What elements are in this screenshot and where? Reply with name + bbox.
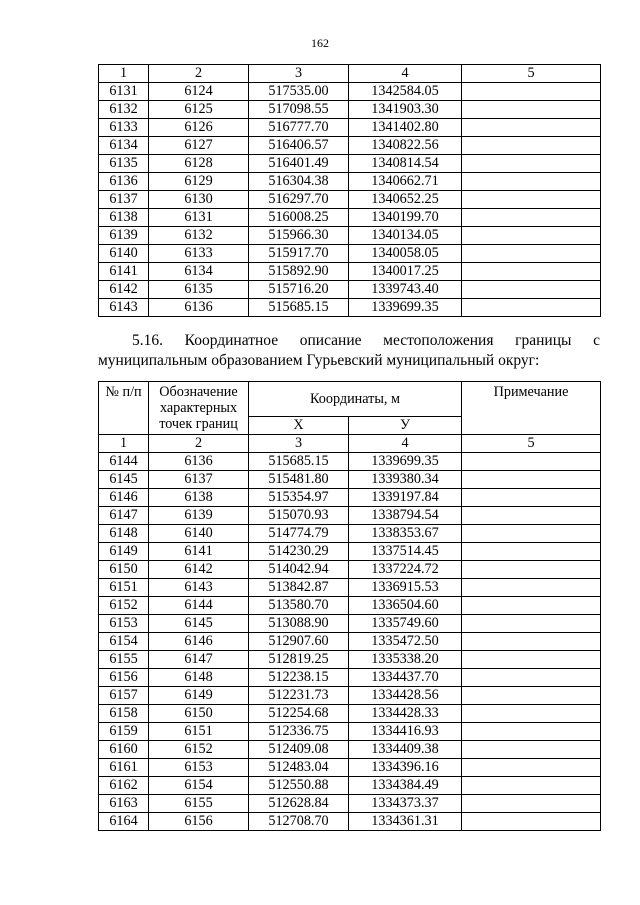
section-heading: [98, 331, 600, 371]
cell-x: 512238.15: [249, 669, 349, 687]
cell-y: 1337224.72: [349, 561, 462, 579]
column-number: 1: [99, 435, 149, 453]
table-row: [99, 281, 601, 299]
section-heading-word: местоположения: [383, 332, 494, 349]
cell-y: 1340017.25: [349, 263, 462, 281]
cell-np: 6162: [99, 777, 149, 795]
table-row: [99, 173, 601, 191]
cell-y: 1336504.60: [349, 597, 462, 615]
cell-point-id: 6145: [149, 615, 249, 633]
cell-y: 1338353.67: [349, 525, 462, 543]
cell-point-id: 6142: [149, 561, 249, 579]
cell-x: 512628.84: [249, 795, 349, 813]
cell-y: 1339743.40: [349, 281, 462, 299]
table-row: [99, 615, 601, 633]
table-row: [99, 687, 601, 705]
cell-np: 6157: [99, 687, 149, 705]
cell-x: 515966.30: [249, 227, 349, 245]
cell-point-id: 6150: [149, 705, 249, 723]
cell-np: 6154: [99, 633, 149, 651]
cell-point-id: 6155: [149, 795, 249, 813]
cell-x: 512254.68: [249, 705, 349, 723]
cell-x: 512550.88: [249, 777, 349, 795]
cell-y: 1340822.56: [349, 137, 462, 155]
cell-np: 6133: [99, 119, 149, 137]
table-row: [99, 651, 601, 669]
cell-x: 516297.70: [249, 191, 349, 209]
cell-x: 516304.38: [249, 173, 349, 191]
cell-x: 514774.79: [249, 525, 349, 543]
table-row: [99, 471, 601, 489]
cell-y: 1334384.49: [349, 777, 462, 795]
table-row: [99, 633, 601, 651]
cell-note: [462, 705, 601, 723]
cell-y: 1334409.38: [349, 741, 462, 759]
cell-note: [462, 119, 601, 137]
cell-point-id: 6156: [149, 813, 249, 831]
cell-note: [462, 669, 601, 687]
page-number: 162: [311, 36, 329, 50]
cell-y: 1339380.34: [349, 471, 462, 489]
cell-point-id: 6139: [149, 507, 249, 525]
cell-point-id: 6129: [149, 173, 249, 191]
cell-y: 1334437.70: [349, 669, 462, 687]
cell-point-id: 6128: [149, 155, 249, 173]
table-row: [99, 597, 601, 615]
cell-x: 512907.60: [249, 633, 349, 651]
cell-point-id: 6126: [149, 119, 249, 137]
cell-x: 515685.15: [249, 453, 349, 471]
cell-np: 6155: [99, 651, 149, 669]
cell-note: [462, 155, 601, 173]
cell-y: 1335338.20: [349, 651, 462, 669]
cell-x: 515892.90: [249, 263, 349, 281]
cell-y: 1336915.53: [349, 579, 462, 597]
cell-x: 515354.97: [249, 489, 349, 507]
table-row: [99, 507, 601, 525]
cell-note: [462, 687, 601, 705]
header-point-designation-line: точек границ: [159, 416, 238, 432]
cell-np: 6148: [99, 525, 149, 543]
cell-x: 516008.25: [249, 209, 349, 227]
cell-y: 1334373.37: [349, 795, 462, 813]
cell-x: 513088.90: [249, 615, 349, 633]
cell-np: 6147: [99, 507, 149, 525]
cell-point-id: 6154: [149, 777, 249, 795]
cell-np: 6149: [99, 543, 149, 561]
cell-np: 6135: [99, 155, 149, 173]
header-point-designation-line: Обозначение: [159, 384, 238, 400]
cell-point-id: 6137: [149, 471, 249, 489]
table-row: [99, 263, 601, 281]
table-row: [99, 741, 601, 759]
cell-x: 512231.73: [249, 687, 349, 705]
column-number: 2: [149, 65, 249, 83]
cell-np: 6142: [99, 281, 149, 299]
cell-note: [462, 723, 601, 741]
cell-y: 1340652.25: [349, 191, 462, 209]
cell-np: 6136: [99, 173, 149, 191]
table-row: [99, 191, 601, 209]
cell-note: [462, 245, 601, 263]
cell-np: 6139: [99, 227, 149, 245]
section-heading-word: границы: [515, 332, 572, 349]
cell-x: 512409.08: [249, 741, 349, 759]
cell-x: 512483.04: [249, 759, 349, 777]
cell-note: [462, 615, 601, 633]
cell-y: 1340134.05: [349, 227, 462, 245]
cell-y: 1341402.80: [349, 119, 462, 137]
cell-np: 6132: [99, 101, 149, 119]
cell-y: 1334428.56: [349, 687, 462, 705]
header-note: Примечание: [462, 382, 601, 435]
cell-np: 6152: [99, 597, 149, 615]
cell-point-id: 6136: [149, 453, 249, 471]
cell-np: 6160: [99, 741, 149, 759]
cell-point-id: 6131: [149, 209, 249, 227]
table-row: [99, 209, 601, 227]
cell-np: 6144: [99, 453, 149, 471]
cell-note: [462, 281, 601, 299]
cell-point-id: 6147: [149, 651, 249, 669]
cell-x: 512819.25: [249, 651, 349, 669]
cell-x: 513580.70: [249, 597, 349, 615]
cell-point-id: 6133: [149, 245, 249, 263]
cell-point-id: 6144: [149, 597, 249, 615]
cell-note: [462, 507, 601, 525]
header-coordinates: Координаты, м: [249, 382, 462, 417]
cell-y: 1340814.54: [349, 155, 462, 173]
cell-np: 6138: [99, 209, 149, 227]
cell-note: [462, 101, 601, 119]
cell-np: 6161: [99, 759, 149, 777]
column-number: 4: [349, 65, 462, 83]
section-heading-line-1: [98, 331, 600, 351]
cell-note: [462, 597, 601, 615]
table-row: [99, 705, 601, 723]
section-heading-line-2: муниципальным образованием Гурьевский муниципальный округ:: [98, 352, 540, 369]
table-row: [99, 561, 601, 579]
cell-y: 1334416.93: [349, 723, 462, 741]
cell-point-id: 6138: [149, 489, 249, 507]
table-row: [99, 227, 601, 245]
cell-note: [462, 471, 601, 489]
cell-y: 1341903.30: [349, 101, 462, 119]
cell-np: 6156: [99, 669, 149, 687]
cell-note: [462, 741, 601, 759]
table-row: [99, 777, 601, 795]
cell-point-id: 6143: [149, 579, 249, 597]
cell-note: [462, 561, 601, 579]
cell-note: [462, 795, 601, 813]
cell-note: [462, 453, 601, 471]
cell-point-id: 6135: [149, 281, 249, 299]
cell-note: [462, 299, 601, 317]
cell-y: 1337514.45: [349, 543, 462, 561]
cell-y: 1334428.33: [349, 705, 462, 723]
cell-point-id: 6152: [149, 741, 249, 759]
cell-x: 516777.70: [249, 119, 349, 137]
column-number-row: [99, 65, 601, 83]
cell-note: [462, 489, 601, 507]
cell-np: 6151: [99, 579, 149, 597]
cell-np: 6143: [99, 299, 149, 317]
cell-point-id: 6125: [149, 101, 249, 119]
table-row: [99, 299, 601, 317]
cell-point-id: 6132: [149, 227, 249, 245]
column-number: 5: [462, 435, 601, 453]
header-point-designation-line: характерных: [159, 400, 238, 416]
cell-note: [462, 579, 601, 597]
cell-y: 1340058.05: [349, 245, 462, 263]
cell-x: 515685.15: [249, 299, 349, 317]
cell-point-id: 6153: [149, 759, 249, 777]
table-body: [99, 382, 601, 831]
cell-point-id: 6130: [149, 191, 249, 209]
cell-np: 6163: [99, 795, 149, 813]
cell-np: 6146: [99, 489, 149, 507]
cell-note: [462, 137, 601, 155]
cell-y: 1334396.16: [349, 759, 462, 777]
column-number-row: [99, 435, 601, 453]
table-row: [99, 489, 601, 507]
table-row: [99, 453, 601, 471]
cell-y: 1339699.35: [349, 299, 462, 317]
header-y: У: [349, 417, 462, 435]
cell-x: 514230.29: [249, 543, 349, 561]
cell-x: 515716.20: [249, 281, 349, 299]
table-row: [99, 245, 601, 263]
cell-x: 516406.57: [249, 137, 349, 155]
cell-np: 6137: [99, 191, 149, 209]
cell-x: 517098.55: [249, 101, 349, 119]
cell-note: [462, 813, 601, 831]
cell-np: 6141: [99, 263, 149, 281]
cell-x: 512708.70: [249, 813, 349, 831]
cell-note: [462, 191, 601, 209]
column-number: 5: [462, 65, 601, 83]
section-heading-word: 5.16.: [132, 332, 163, 349]
cell-x: 515070.93: [249, 507, 349, 525]
cell-point-id: 6136: [149, 299, 249, 317]
cell-y: 1335749.60: [349, 615, 462, 633]
cell-point-id: 6149: [149, 687, 249, 705]
table-row: [99, 723, 601, 741]
cell-y: 1340662.71: [349, 173, 462, 191]
cell-np: 6158: [99, 705, 149, 723]
cell-x: 515481.80: [249, 471, 349, 489]
column-number: 1: [99, 65, 149, 83]
table-row: [99, 155, 601, 173]
table-row: [99, 759, 601, 777]
table-body: [99, 65, 601, 317]
cell-note: [462, 777, 601, 795]
cell-x: 512336.75: [249, 723, 349, 741]
table-row: [99, 795, 601, 813]
column-number: 2: [149, 435, 249, 453]
cell-np: 6140: [99, 245, 149, 263]
column-number: 3: [249, 65, 349, 83]
cell-x: 514042.94: [249, 561, 349, 579]
table-row: [99, 83, 601, 101]
cell-point-id: 6151: [149, 723, 249, 741]
cell-note: [462, 173, 601, 191]
cell-y: 1340199.70: [349, 209, 462, 227]
table-row: [99, 543, 601, 561]
table-row: [99, 579, 601, 597]
cell-y: 1338794.54: [349, 507, 462, 525]
header-row: [99, 382, 601, 417]
cell-np: 6145: [99, 471, 149, 489]
cell-x: 517535.00: [249, 83, 349, 101]
header-x: Х: [249, 417, 349, 435]
cell-y: 1339197.84: [349, 489, 462, 507]
cell-np: 6159: [99, 723, 149, 741]
table-row: [99, 119, 601, 137]
cell-x: 515917.70: [249, 245, 349, 263]
table-row: [99, 525, 601, 543]
coordinates-table: [98, 381, 601, 831]
cell-point-id: 6148: [149, 669, 249, 687]
cell-y: 1342584.05: [349, 83, 462, 101]
cell-np: 6131: [99, 83, 149, 101]
table-row: [99, 669, 601, 687]
section-heading-word: с: [593, 332, 600, 349]
cell-point-id: 6146: [149, 633, 249, 651]
column-number: 4: [349, 435, 462, 453]
header-np: № п/п: [99, 382, 149, 435]
cell-x: 516401.49: [249, 155, 349, 173]
cell-np: 6134: [99, 137, 149, 155]
cell-np: 6150: [99, 561, 149, 579]
cell-note: [462, 209, 601, 227]
table-row: [99, 813, 601, 831]
cell-note: [462, 759, 601, 777]
coordinates-table-continued: [98, 64, 601, 317]
cell-note: [462, 633, 601, 651]
section-heading-word: описание: [299, 332, 362, 349]
cell-note: [462, 263, 601, 281]
cell-note: [462, 227, 601, 245]
cell-note: [462, 651, 601, 669]
table-row: [99, 101, 601, 119]
cell-y: 1339699.35: [349, 453, 462, 471]
cell-note: [462, 543, 601, 561]
cell-point-id: 6141: [149, 543, 249, 561]
section-heading-word: Координатное: [184, 332, 279, 349]
cell-note: [462, 525, 601, 543]
cell-np: 6153: [99, 615, 149, 633]
cell-y: 1334361.31: [349, 813, 462, 831]
cell-point-id: 6134: [149, 263, 249, 281]
cell-point-id: 6140: [149, 525, 249, 543]
cell-point-id: 6127: [149, 137, 249, 155]
column-number: 3: [249, 435, 349, 453]
table-row: [99, 137, 601, 155]
cell-np: 6164: [99, 813, 149, 831]
cell-y: 1335472.50: [349, 633, 462, 651]
cell-point-id: 6124: [149, 83, 249, 101]
cell-x: 513842.87: [249, 579, 349, 597]
cell-note: [462, 83, 601, 101]
header-point-designation: [149, 382, 249, 435]
